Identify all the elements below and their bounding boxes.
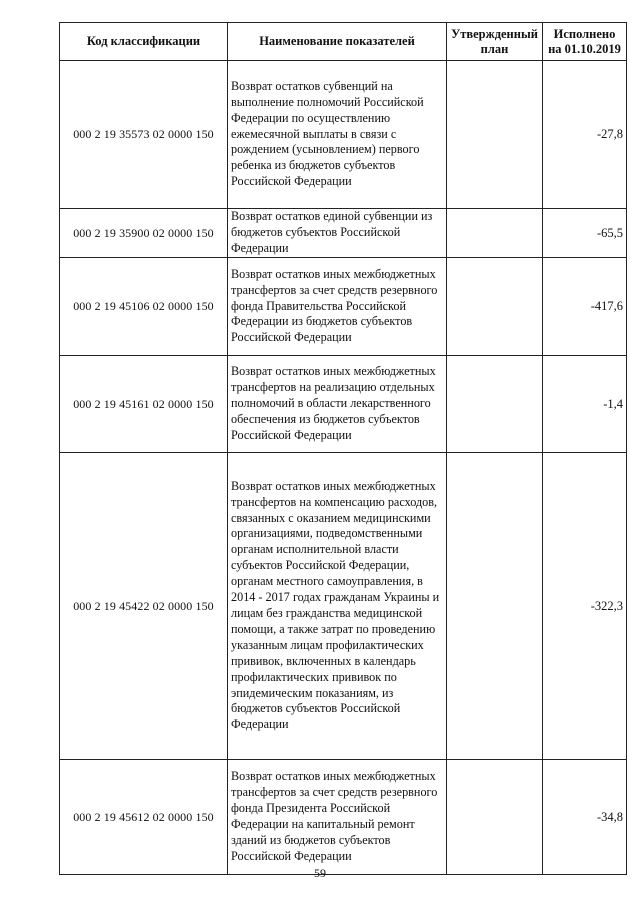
executed-value: -417,6	[543, 258, 627, 356]
report-table	[59, 22, 627, 875]
executed-value: -34,8	[543, 760, 627, 875]
indicator-name: Возврат остатков единой субвенции из бюджетов субъектов Российской Федерации	[228, 209, 447, 258]
table-row	[60, 356, 627, 453]
header-code: Код классификации	[60, 23, 228, 61]
approved-plan	[447, 356, 543, 453]
classification-code: 000 2 19 45106 02 0000 150	[60, 258, 228, 356]
header-name: Наименование показателей	[228, 23, 447, 61]
classification-code: 000 2 19 45612 02 0000 150	[60, 760, 228, 875]
classification-code: 000 2 19 45161 02 0000 150	[60, 356, 228, 453]
executed-value: -1,4	[543, 356, 627, 453]
header-done: Исполнено на 01.10.2019	[543, 23, 627, 61]
indicator-name: Возврат остатков иных межбюджетных трансфертов за счет средств резервного фонда Правительства Российской Федерации из бюджетов субъектов Российской Федерации	[228, 258, 447, 356]
executed-value: -65,5	[543, 209, 627, 258]
table-row	[60, 61, 627, 209]
header-row	[60, 23, 627, 61]
indicator-name: Возврат остатков субвенций на выполнение полномочий Российской Федерации по осуществлению ежемесячной выплаты в связи с рождением (усыновлением) первого ребенка из бюджетов субъектов Российской Федерации	[228, 61, 447, 209]
indicator-name: Возврат остатков иных межбюджетных трансфертов на компенсацию расходов, связанных с оказанием медицинскими организациями, подведомственными органам исполнительной власти субъектов Российской Федерации, органам местного самоуправления, в 2014 - 2017 годах гражданам Украины и лицам без гражданства медицинской помощи, а также затрат по проведению указанным лицам профилактических прививок, включенных в календарь профилактических прививок по эпидемическим показаниям, из бюджетов субъектов Российской Федерации	[228, 453, 447, 760]
approved-plan	[447, 760, 543, 875]
table-row	[60, 453, 627, 760]
page-number: 59	[314, 866, 326, 880]
indicator-name: Возврат остатков иных межбюджетных трансфертов на реализацию отдельных полномочий в области лекарственного обеспечения из бюджетов субъектов Российской Федерации	[228, 356, 447, 453]
classification-code: 000 2 19 35900 02 0000 150	[60, 209, 228, 258]
table-row	[60, 258, 627, 356]
approved-plan	[447, 258, 543, 356]
executed-value: -27,8	[543, 61, 627, 209]
approved-plan	[447, 453, 543, 760]
header-plan: Утвержденный план	[447, 23, 543, 61]
indicator-name: Возврат остатков иных межбюджетных трансфертов за счет средств резервного фонда Президента Российской Федерации на капитальный ремонт зданий из бюджетов субъектов Российской Федерации	[228, 760, 447, 875]
table-row	[60, 760, 627, 875]
approved-plan	[447, 209, 543, 258]
classification-code: 000 2 19 45422 02 0000 150	[60, 453, 228, 760]
approved-plan	[447, 61, 543, 209]
executed-value: -322,3	[543, 453, 627, 760]
classification-code: 000 2 19 35573 02 0000 150	[60, 61, 228, 209]
table-row	[60, 209, 627, 258]
